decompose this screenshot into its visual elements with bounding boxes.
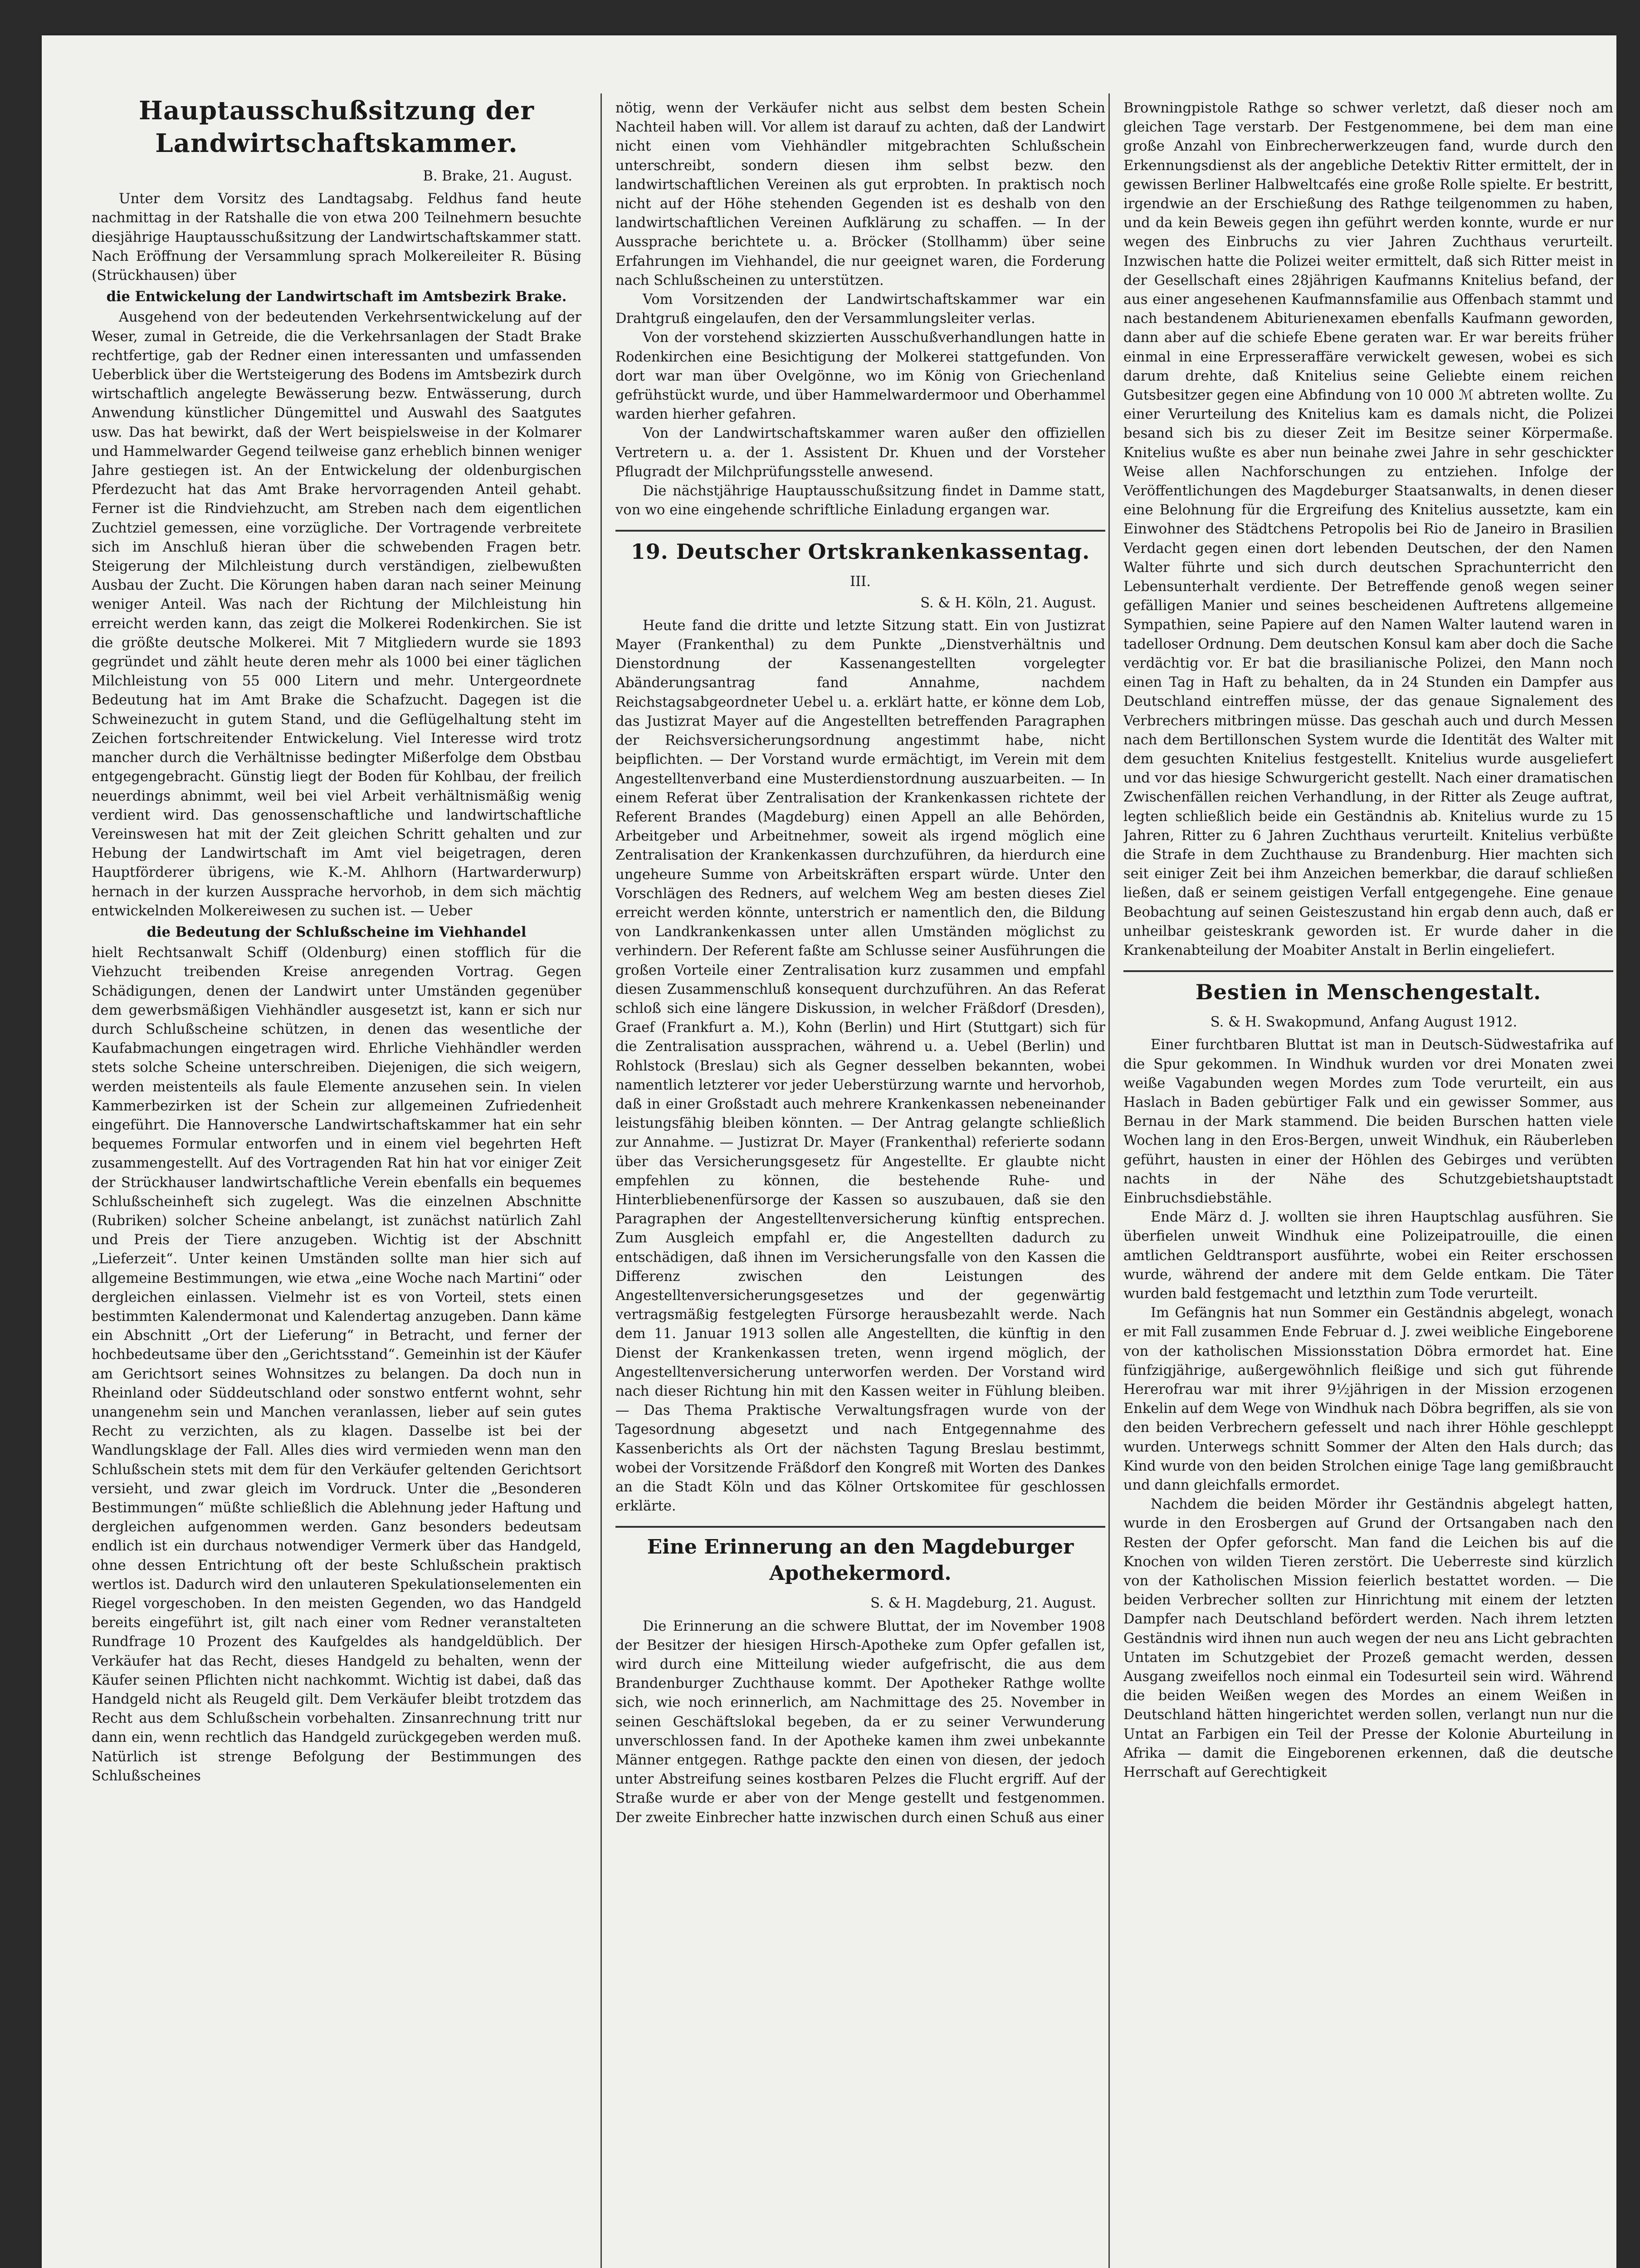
paragraph: Vom Vorsitzenden der Landwirtschaftskammer war ein Drahtgruß eingelaufen, den der Versammlungsleiter verlas. [615, 292, 1105, 327]
paragraph: Nachdem die beiden Mörder ihr Geständnis abgelegt hatten, wurde in den Erosbergen auf Grund der Ortsangaben nach den Resten der Opfer geforscht. Man fand die Leichen bis auf die Knochen von wilden Tieren zerstört. Die Ueberreste sind kürzlich von der Katholischen Mission feierlich bestattet worden. — Die beiden Verbrecher sollten zur Hinrichtung mit einem der letzten Dampfer nach Deutschland befördert werden. Nach ihrem letzten Geständnis wird ihnen nun auch wegen der neu ans Licht gebrachten Untaten im Schutzgebiet der Prozeß gemacht werden, dessen Ausgang zweifellos noch einmal ein Todesurteil sein wird. Während die beiden Weißen wegen des Mordes an einem Weißen in Deutschland hätten hingerichtet werden sollen, verlangt nun nur die Untat an Farbigen ein Teil der Presse der Kolonie Aburteilung in Afrika — damit die Eingeborenen erkennen, daß die deutsche Herrschaft auf Gerechtigkeit [1123, 1496, 1613, 1781]
article-headline: Eine Erinnerung an den Magdeburger Apothekermord. [647, 1535, 1074, 1585]
paragraph: Unter dem Vorsitz des Landtagsabg. Feldhus fand heute nachmittag in der Ratshalle die von etwa 200 Teilnehmern besuchte diesjährige Hauptausschußsitzung der Landwirtschaftskammer statt. Nach Eröffnung der Versammlung sprach Molkereileiter R. Büsing (Strückhausen) über [92, 191, 581, 284]
paragraph: Einer furchtbaren Bluttat ist man in Deutsch-Südwestafrika auf die Spur gekommen. In Windhuk wurden vor drei Monaten zwei weiße Vagabunden wegen Mordes zum Tode verurteilt, ein aus Haslach in Baden gebürtiger Falk und ein gewisser Sommer, aus Bernau in der Mark stammend. Die beiden Burschen hatten viele Wochen lang in den Eros-Bergen, unweit Windhuk, ein Räuberleben geführt, hausten in einer der Höhlen des Gebirges und verübten nachts in der Nähe des Schutzgebietshauptstadt Einbruchsdiebstähle. [1123, 1037, 1613, 1206]
part-number: III. [850, 574, 871, 590]
section-rule [615, 530, 1105, 532]
paragraph: Heute fand die dritte und letzte Sitzung statt. Ein von Justizrat Mayer (Frankenthal) zu dem Punkte „Dienstverhältnis und Dienstordnung der Kassenangestellten vorgelegter Abänderungsantrag fand Annahme, nachdem Reichstagsabgeordneter Uebel u. a. erklärt hatte, er könne dem Lob, das Justizrat Mayer auf die Angestellten betreffenden Paragraphen der Reichsversicherungsordnung angestimmt habe, nicht beipflichten. — Der Vorstand wurde ermächtigt, im Verein mit dem Angestelltenverband eine Musterdienstordnung auszuarbeiten. — In einem Referat über Zentralisation der Krankenkassen richtete der Referent Brandes (Magdeburg) einen Appell an alle Behörden, Arbeitgeber und Arbeitnehmer, soweit als irgend möglich eine Zentralisation der Krankenkassen durchzuführen, da hierdurch eine ungeheure Summe von Arbeitskräften erspart würde. Unter den Vorschlägen des Redners, auf welchem Weg am besten dieses Ziel erreicht werden könnte, unterstrich er namentlich den, die Bildung von Landkrankenkassen unter allen Umständen möglichst zu verhindern. Der Referent faßte am Schlusse seiner Ausführungen die großen Vorteile einer Zentralisation kurz zusammen und empfahl diesen Zusammenschluß konsequent durchzuführen. An das Referat schloß sich eine längere Diskussion, in welcher Fräßdorf (Dresden), Graef (Frankfurt a. M.), Kohn (Berlin) und Hirt (Stuttgart) sich für die Zentralisation aussprachen, während u. a. Uebel (Berlin) und Rohlstock (Breslau) sich als Gegner desselben bekannten, wobei namentlich letzterer vor jeder Ueberstürzung warnte und hervorhob, daß in einer Großstadt auch mehrere Krankenkassen nebeneinander leistungsfähig bleiben könnten. — Der Antrag gelangte schließlich zur Annahme. — Justizrat Dr. Mayer (Frankenthal) referierte sodann über das Versicherungsgesetz für Angestellte. Er glaubte nicht empfehlen zu können, die bestehende Ruhe- und Hinterbliebenenfürsorge der Kassen so auszubauen, daß sie den Paragraphen der Angestelltenversicherung künftig entsprechen. Zum Ausgleich empfahl er, die Angestellten dadurch zu entschädigen, daß ihnen im Versicherungsfalle von den Kassen die Differenz zwischen den Leistungen des Angestelltenversicherungsgesetzes und der gegenwärtig vertragsmäßig festgelegten Fürsorge herausbezahlt werde. Nach dem 11. Januar 1913 sollen alle Angestellten, die künftig in den Dienst der Krankenkassen treten, wenn irgend möglich, der Angestelltenversicherung unterworfen werden. Der Vorstand wird nach dieser Richtung hin mit den Kassen weiter in Fühlung bleiben. — Das Thema Praktische Verwaltungsfragen wurde von der Tagesordnung abgesetzt und nach Entgegennahme des Kassenberichts als Ort der nächsten Tagung Breslau bestimmt, wobei der Vorsitzende Fräßdorf den Kongreß mit Worten des Dankes an die Stadt Köln und das Kölner Ortskomitee für geschlossen erklärte. [615, 617, 1105, 1515]
paragraph: Von der vorstehend skizzierten Ausschußverhandlungen hatte in Rodenkirchen eine Besichtigung der Molkerei stattgefunden. Von dort war man über Ovelgönne, wo im König von Griechenland gefrühstückt wurde, und über Hammelwardermoor und Oberhammel warden hierher gefahren. [615, 330, 1105, 423]
dateline: B. Brake, 21. August. [423, 168, 572, 184]
dateline: S. & H. Swakopmund, Anfang August 1912. [1210, 1014, 1518, 1031]
article-headline: 19. Deutscher Ortskrankenkassentag. [630, 539, 1090, 564]
paragraph: Die nächstjährige Hauptausschußsitzung findet in Damme statt, von wo eine eingehende schriftliche Einladung ergangen war. [615, 483, 1105, 518]
paragraph: nötig, wenn der Verkäufer nicht aus selbst dem besten Schein Nachteil haben will. Vor allem ist darauf zu achten, daß der Landwirt nicht einen vom Viehhändler mitgebrachten Schlußschein unterschreibt, sondern diesen ihm selbst bezw. den landwirtschaftlichen Vereinen als gut erprobten. In praktisch noch nicht auf der Höhe stehenden Gegenden ist es deshalb von den landwirtschaftlichen Vereinen Aufklärung zu schaffen. — In der Aussprache berichtete u. a. Bröcker (Stollhamm) über seine Erfahrungen im Viehhandel, die nur geeignet waren, die Forderung nach Schlußscheinen zu unterstützen. [615, 100, 1105, 288]
paragraph: Im Gefängnis hat nun Sommer ein Geständnis abgelegt, wonach er mit Fall zusammen Ende Februar d. J. zwei weibliche Eingeborene von der katholischen Missionsstation Döbra ermordet hat. Eine fünfzigjährige, außergewöhnlich fleißige und sich gut führende Hererofrau war mit ihrer 9½jährigen in der Mission erzogenen Enkelin auf dem Wege von Windhuk nach Döbra begriffen, als sie von den beiden Verbrechern gefesselt und nach ihrer Höhle geschleppt wurden. Unterwegs schnitt Sommer der Alten den Hals durch; das Kind wurde von den beiden Strolchen einige Tage lang gemißbraucht und dann gleichfalls ermordet. [1123, 1305, 1613, 1494]
paragraph: Ende März d. J. wollten sie ihren Hauptschlag ausführen. Sie überfielen unweit Windhuk eine Polizeipatrouille, die einen amtlichen Geldtransport ausführte, wobei ein Reiter erschossen wurde, während der andere mit dem Gelde entkam. Die Täter wurden bald festgemacht und letzthin zum Tode verurteilt. [1123, 1209, 1613, 1302]
section-rule [615, 1526, 1105, 1528]
paragraph: hielt Rechtsanwalt Schiff (Oldenburg) einen stofflich für die Viehzucht treibenden Kreise anregenden Vortrag. Gegen Schädigungen, denen der Landwirt unter Umständen gegenüber dem gewerbsmäßigen Viehhändler ausgesetzt ist, kann er sich nur durch Schlußscheine schützen, in denen das wesentliche der Kaufabmachungen eingetragen wird. Ehrliche Viehhändler werden stets solche Scheine unterschreiben. Diejenigen, die sich weigern, werden meistenteils als faule Elemente anzusehen sein. In vielen Kammerbezirken ist der Schein zur allgemeinen Zufriedenheit eingeführt. Die Hannoversche Landwirtschaftskammer hat ein sehr bequemes Formular entworfen und in einem viel begehrten Heft zusammengestellt. Auf des Vortragenden Rat hin hat vor einiger Zeit der Strückhauser landwirtschaftliche Verein ebenfalls ein bequemes Schlußscheinheft sich zugelegt. Was die einzelnen Abschnitte (Rubriken) solcher Scheine anbelangt, ist zunächst natürlich Zahl und Preis der Tiere anzugeben. Wichtig ist der Abschnitt „Lieferzeit“. Unter keinen Umständen sollte man hier sich auf allgemeine Bestimmungen, wie etwa „eine Woche nach Martini“ oder dergleichen einlassen. Vielmehr ist es von Vorteil, stets einen bestimmten Kalendermonat und Kalendertag anzugeben. Dann käme ein Abschnitt „Ort der Lieferung“ in Betracht, und ferner der hochbedeutsame über den „Gerichtsstand“. Gemeinhin ist der Käufer am Gerichtsort seines Wohnsitzes zu belangen. Da doch nun in Rheinland oder Süddeutschland oder sonstwo entfernt wohnt, sehr unangenehm sein und Manchen veranlassen, lieber auf sein gutes Recht zu verzichten, als zu klagen. Dasselbe ist bei der Wandlungsklage der Fall. Alles dies wird vermieden wenn man den Schlußschein stets mit dem für den Verkäufer geltenden Gerichtsort versieht, und zwar gleich im Vordruck. Unter die „Besonderen Bestimmungen“ müßte schließlich die Ablehnung jeder Haftung und dergleichen aufgenommen werden. Ganz besonders bedeutsam endlich ist ein durchaus notwendiger Vermerk über das Handgeld, ohne dessen Entrichtung oft der beste Schlußschein praktisch wertlos ist. Dadurch wird den unlauteren Spekulationselementen ein Riegel vorgeschoben. In den meisten Gegenden, wo das Handgeld bereits eingeführt ist, gilt nach einer vom Redner veranstalteten Rundfrage 10 Prozent des Kaufgeldes als handgeldüblich. Der Verkäufer hat das Recht, dieses Handgeld zu behalten, wenn der Käufer seinen Pflichten nicht nachkommt. Wichtig ist dabei, daß das Handgeld nicht als Reugeld gilt. Dem Verkäufer bleibt trotzdem das Recht aus dem Schlußschein vorbehalten. Zinsanrechnung tritt nur dann ein, wenn rechtlich das Handgeld zurückgegeben werden muß. Natürlich ist strenge Befolgung der Bestimmungen des Schlußscheines [92, 945, 581, 1784]
paragraph: Ausgehend von der bedeutenden Verkehrsentwickelung auf der Weser, zumal in Getreide, die die Verkehrsanlagen der Stadt Brake rechtfertige, gab der Redner einen interessanten und umfassenden Ueberblick über die Wertsteigerung des Bodens im Amtsbezirk durch wirtschaftlich angelegte Bewässerung bezw. Entwässerung, durch Anwendung künstlicher Düngemittel und Auswahl des Saatgutes usw. Das hat bewirkt, daß der Wert beispielsweise in der Kolmarer und Hammelwarder Gegend teilweise ganz erheblich binnen weniger Jahre gestiegen ist. An der Entwickelung der oldenburgischen Pferdezucht hat das Amt Brake hervorragenden Anteil gehabt. Ferner ist die Rindviehzucht, am Streben nach dem eigentlichen Zuchtziel gemessen, eine vorzügliche. Der Vortragende verbreitete sich im Anschluß hieran über die schwebenden Fragen betr. Steigerung der Milchleistung durch verständigen, zielbewußten Ausbau der Zucht. Die Körungen haben daran nach seiner Meinung weniger Anteil. Was nach der Richtung der Milchleistung hin erreicht werden kann, das zeigt die Molkerei Rodenkirchen. Sie ist die größte deutsche Molkerei. Mit 7 Mitgliedern wurde sie 1893 gegründet und zählt heute deren mehr als 1000 bei einer täglichen Milchleistung von 55 000 Litern und mehr. Untergeordnete Bedeutung hat im Amt Brake die Schafzucht. Dagegen ist die Schweinezucht in gutem Stand, und die Geflügelhaltung steht im Zeichen fortschreitender Entwickelung. Viel Interesse wird trotz mancher durch die Verhältnisse bedingter Mißerfolge dem Obstbau entgegengebracht. Günstig liegt der Boden für Kohlbau, der freilich neuerdings abnimmt, weil bei viel Arbeit verhältnismäßig wenig verdient wird. Das genossenschaftliche und landwirtschaftliche Vereinswesen hat mit der Zeit gleichen Schritt gehalten und zur Hebung der Landwirtschaft im Amt viel beigetragen, deren Hauptförderer übrigens, wie K.-M. Ahlhorn (Hartwarderwurp) hernach in der kurzen Aussprache hervorhob, in dem sich mächtig entwickelnden Molkereiwesen zu suchen ist. — Ueber [92, 309, 581, 919]
paragraph: Die Erinnerung an die schwere Bluttat, der im November 1908 der Besitzer der hiesigen Hirsch-Apotheke zum Opfer gefallen ist, wird durch eine Mitteilung wieder aufgefrischt, die aus dem Brandenburger Zuchthause kommt. Der Apotheker Rathge wollte sich, wie noch erinnerlich, am Nachmittage des 25. November in seinen Geschäftslokal begeben, da er zu seiner Verwunderung unverschlossen fand. In der Apotheke kamen ihm zwei unbekannte Männer entgegen. Rathge packte den einen von diesen, der jedoch unter Abstreifung seines kostbaren Pelzes die Flucht ergriff. Auf der Straße wurde er aber von der Menge gestellt und festgenommen. Der zweite Einbrecher hatte inzwischen durch einen Schuß aus einer [615, 1618, 1105, 1826]
column-1 [92, 90, 581, 2268]
column-2 [615, 99, 1105, 2268]
column-rule [1108, 93, 1110, 2268]
dateline: S. & H. Köln, 21. August. [920, 595, 1096, 611]
article-headline: Hauptausschußsitzung der Landwirtschaftskammer. [139, 96, 534, 158]
article-headline: Bestien in Menschengestalt. [1195, 980, 1542, 1005]
section-rule [1123, 970, 1613, 972]
newspaper-page [42, 35, 1616, 2268]
paragraph: Von der Landwirtschaftskammer waren außer den offiziellen Vertretern u. a. der 1. Assistent Dr. Khuen und der Vorsteher Pflugradt der Milchprüfungsstelle anwesend. [615, 425, 1105, 480]
subheading: die Bedeutung der Schlußscheine im Viehhandel [146, 924, 527, 940]
column-3 [1123, 99, 1613, 2268]
paragraph: Browningpistole Rathge so schwer verletzt, daß dieser noch am gleichen Tage verstarb. Der Festgenommene, bei dem man eine große Anzahl von Einbrecherwerkzeugen fand, wurde durch den Erkennungsdienst als der angebliche Detektiv Ritter ermittelt, der in gewissen Berliner Halbweltcafés eine große Rolle spielte. Er bestritt, irgendwie an der Erschießung des Rathge teilgenommen zu haben, und da kein Beweis gegen ihn geführt werden konnte, wurde er nur wegen des Einbruchs zu vier Jahren Zuchthaus verurteilt. Inzwischen hatte die Polizei weiter ermittelt, daß sich Ritter meist in der Gesellschaft eines 28jährigen Kaufmanns Knitelius befand, der aus einer angesehenen Kaufmannsfamilie aus Offenbach stammt und nach bestandenem Abiturienexamen ebenfalls Kaufmann geworden, dann aber auf die schiefe Ebene geraten war. Er war bereits früher einmal in eine Erpresseraffäre verwickelt gewesen, wobei es sich darum drehte, daß Knitelius seine Geliebte einem reichen Gutsbesitzer gegen eine Abfindung von 10 000 ℳ abtreten wollte. Zu einer Verurteilung des Knitelius kam es damals nicht, die Polizei besand sich bis zu dieser Zeit im Besitze seiner Körpermaße. Knitelius wußte es aber nun beinahe zwei Jahre in sehr geschickter Weise allen Nachforschungen zu entziehen. Infolge der Veröffentlichungen des Magdeburger Staatsanwalts, in denen dieser eine Belohnung für die Ergreifung des Knitelius aussetzte, kam ein Einwohner des Städtchens Petropolis bei Rio de Janeiro in Brasilien Verdacht gegen einen dort lebenden Deutschen, der den Namen Walter führte und sich durch deutschen Sprachunterricht den Lebensunterhalt verdiente. Der Betreffende genoß wegen seiner gefälligen Manier und seines bescheidenen Auftretens allgemeine Sympathien, seine Papiere auf den Namen Walter lautend waren in tadelloser Ordnung. Dem deutschen Konsul kam aber doch die Sache verdächtig vor. Er bat die brasilianische Polizei, den Mann noch einen Tag in Haft zu behalten, da in 24 Stunden ein Dampfer aus Deutschland eintreffen müsse, der das genaue Signalement des Verbrechers mitbringen müsse. Das geschah auch und durch Messen nach dem Bertillonschen System wurde die Identität des Walter mit dem gesuchten Knitelius festgestellt. Knitelius wurde ausgeliefert und vor das hiesige Schwurgericht gestellt. Nach einer dramatischen Zwischenfällen reichen Verhandlung, in der Ritter als Zeuge auftrat, legten schließlich beide ein Geständnis ab. Knitelius wurde zu 15 Jahren, Ritter zu 6 Jahren Zuchthaus verurteilt. Knitelius verbüßte die Strafe in dem Zuchthause zu Brandenburg. Hier machten sich seit einiger Zeit bei ihm Anzeichen bemerkbar, die darauf schließen ließen, daß er seinem geistigen Verfall entgegengehe. Eine genaue Beobachtung auf seinen Geisteszustand hin ergab denn auch, daß er unheilbar geisteskrank geworden ist. Er wurde daher in die Krankenabteilung der Moabiter Anstalt in Berlin eingeliefert. [1123, 100, 1613, 958]
dateline: S. & H. Magdeburg, 21. August. [870, 1595, 1096, 1612]
subheading: die Entwickelung der Landwirtschaft im Amtsbezirk Brake. [106, 288, 567, 305]
column-rule [600, 93, 602, 2268]
